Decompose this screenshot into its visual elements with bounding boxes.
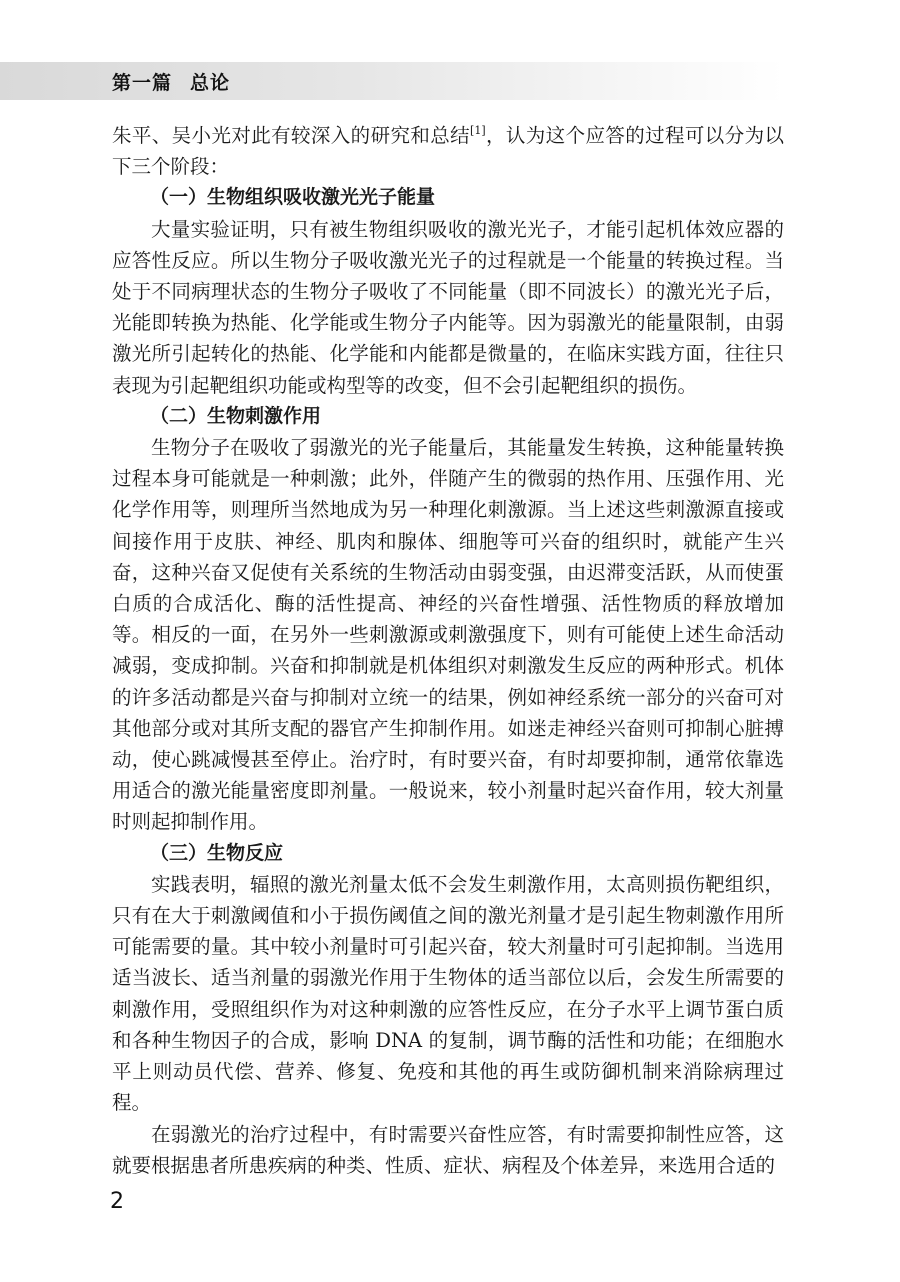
header-part-title: 总论 [190,72,231,94]
section-3-paragraph-1: 实践表明，辐照的激光剂量太低不会发生刺激作用，太高则损伤靶组织，只有在大于刺激阈值和小于损伤阈值之间的激光剂量才是引起生物刺激作用所可能需要的量。其中较小剂量时可引起兴奋，较大剂量时可引起抑制。当选用适当波长、适当剂量的弱激光作用于生物体的适当部位以后，会发生所需要的刺激作用，受照组织作为对这种刺激的应答性反应，在分子水平上调节蛋白质和各种生物因子的合成，影响 DNA 的复制，调节酶的活性和功能；在细胞水平上则动员代偿、营养、修复、免疫和其他的再生或防御机制来消除病理过程。 [112,872,784,1115]
section-heading-3: （三）生物反应 [150,841,284,864]
section-2-paragraph: 生物分子在吸收了弱激光的光子能量后，其能量发生转换，这种能量转换过程本身可能就是一种刺激；此外，伴随产生的微弱的热作用、压强作用、光化学作用等，则理所当然地成为另一种理化刺激源。当上述这些刺激源直接或间接作用于皮肤、神经、肌肉和腺体、细胞等可兴奋的组织时，就能产生兴奋，这种兴奋又促使有关系统的生物活动由弱变强，由迟滞变活跃，从而使蛋白质的合成活化、酶的活性提高、神经的兴奋性增强、活性物质的释放增加等。相反的一面，在另外一些刺激源或刺激强度下，则有可能使上述生命活动减弱，变成抑制。兴奋和抑制就是机体组织对刺激发生反应的两种形式。机体的许多活动都是兴奋与抑制对立统一的结果，例如神经系统一部分的兴奋可对其他部分或对其所支配的器官产生抑制作用。如迷走神经兴奋则可抑制心脏搏动，使心跳减慢甚至停止。治疗时，有时要兴奋，有时却要抑制，通常依靠选用适合的激光能量密度即剂量。一般说来，较小剂量时起兴奋作用，较大剂量时则起抑制作用。 [112,436,784,834]
header-part-label: 第一篇 [112,72,173,94]
intro-text-tail: ，认为这个应答的过程可以分为以下三个阶段： [112,124,784,179]
intro-text: 朱平、吴小光对此有较深入的研究和总结 [112,124,471,147]
page-number: 2 [110,1189,124,1214]
intro-paragraph [112,120,784,182]
section-heading-1: （一）生物组织吸收激光光子能量 [150,186,436,209]
section-heading-2: （二）生物刺激作用 [150,404,322,427]
running-header [112,68,230,95]
page-body [112,120,784,1181]
citation-marker: [1] [470,124,486,137]
section-1-paragraph: 大量实验证明，只有被生物组织吸收的激光光子，才能引起机体效应器的应答性反应。所以生物分子吸收激光光子的过程就是一个能量的转换过程。当处于不同病理状态的生物分子吸收了不同能量（即不同波长）的激光光子后，光能即转换为热能、化学能或生物分子内能等。因为弱激光的能量限制，由弱激光所引起转化的热能、化学能和内能都是微量的，在临床实践方面，往往只表现为引起靶组织功能或构型等的改变，但不会引起靶组织的损伤。 [112,217,784,397]
section-3-paragraph-2: 在弱激光的治疗过程中，有时需要兴奋性应答，有时需要抑制性应答，这就要根据患者所患疾病的种类、性质、症状、病程及个体差异，来选用合适的 [112,1122,784,1177]
